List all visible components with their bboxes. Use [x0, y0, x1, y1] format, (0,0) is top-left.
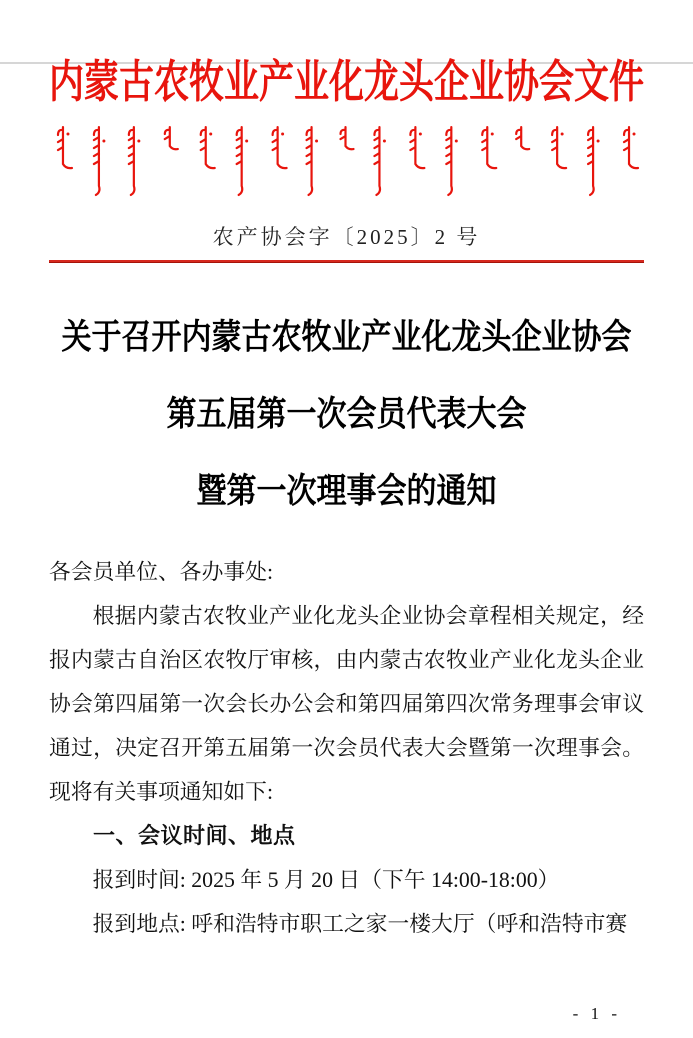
document-page [0, 57, 693, 1038]
document-title-line3: 暨第一次理事会的通知 [196, 472, 497, 511]
letterhead-org-title: 内蒙古农牧业产业化龙头企业协会文件 [49, 57, 645, 108]
red-divider-line [49, 260, 644, 263]
mongolian-script-text [49, 124, 644, 204]
doc-reference-number: 农产协会字〔2025〕2 号 [212, 225, 481, 249]
mongolian-vertical-script-icon [49, 124, 644, 204]
section-heading-1: 一、会议时间、地点 [93, 823, 296, 848]
checkin-place-line: 报到地点: 呼和浩特市职工之家一楼大厅（呼和浩特市赛 [92, 912, 628, 936]
document-title-line1: 关于召开内蒙古农牧业产业化龙头企业协会 [61, 318, 632, 357]
body-paragraph-1: 根据内蒙古农牧业产业化龙头企业协会章程相关规定，经报内蒙古自治区农牧厅审核，由内蒙古农牧业产业化龙头企业协会第四届第一次会长办公会和第四届第四次常务理事会审议通过，决定召开第五届第一次会员代表大会暨第一次理事会。现将有关事项通知如下: [49, 604, 644, 804]
checkin-time-line: 报到时间: 2025 年 5 月 20 日（下午 14:00-18:00） [92, 868, 560, 892]
document-body [49, 550, 644, 946]
page-number: - 1 - [572, 1004, 621, 1023]
salutation-line: 各会员单位、各办事处: [49, 560, 274, 584]
document-title [49, 319, 644, 511]
document-title-line2: 第五届第一次会员代表大会 [166, 395, 527, 434]
